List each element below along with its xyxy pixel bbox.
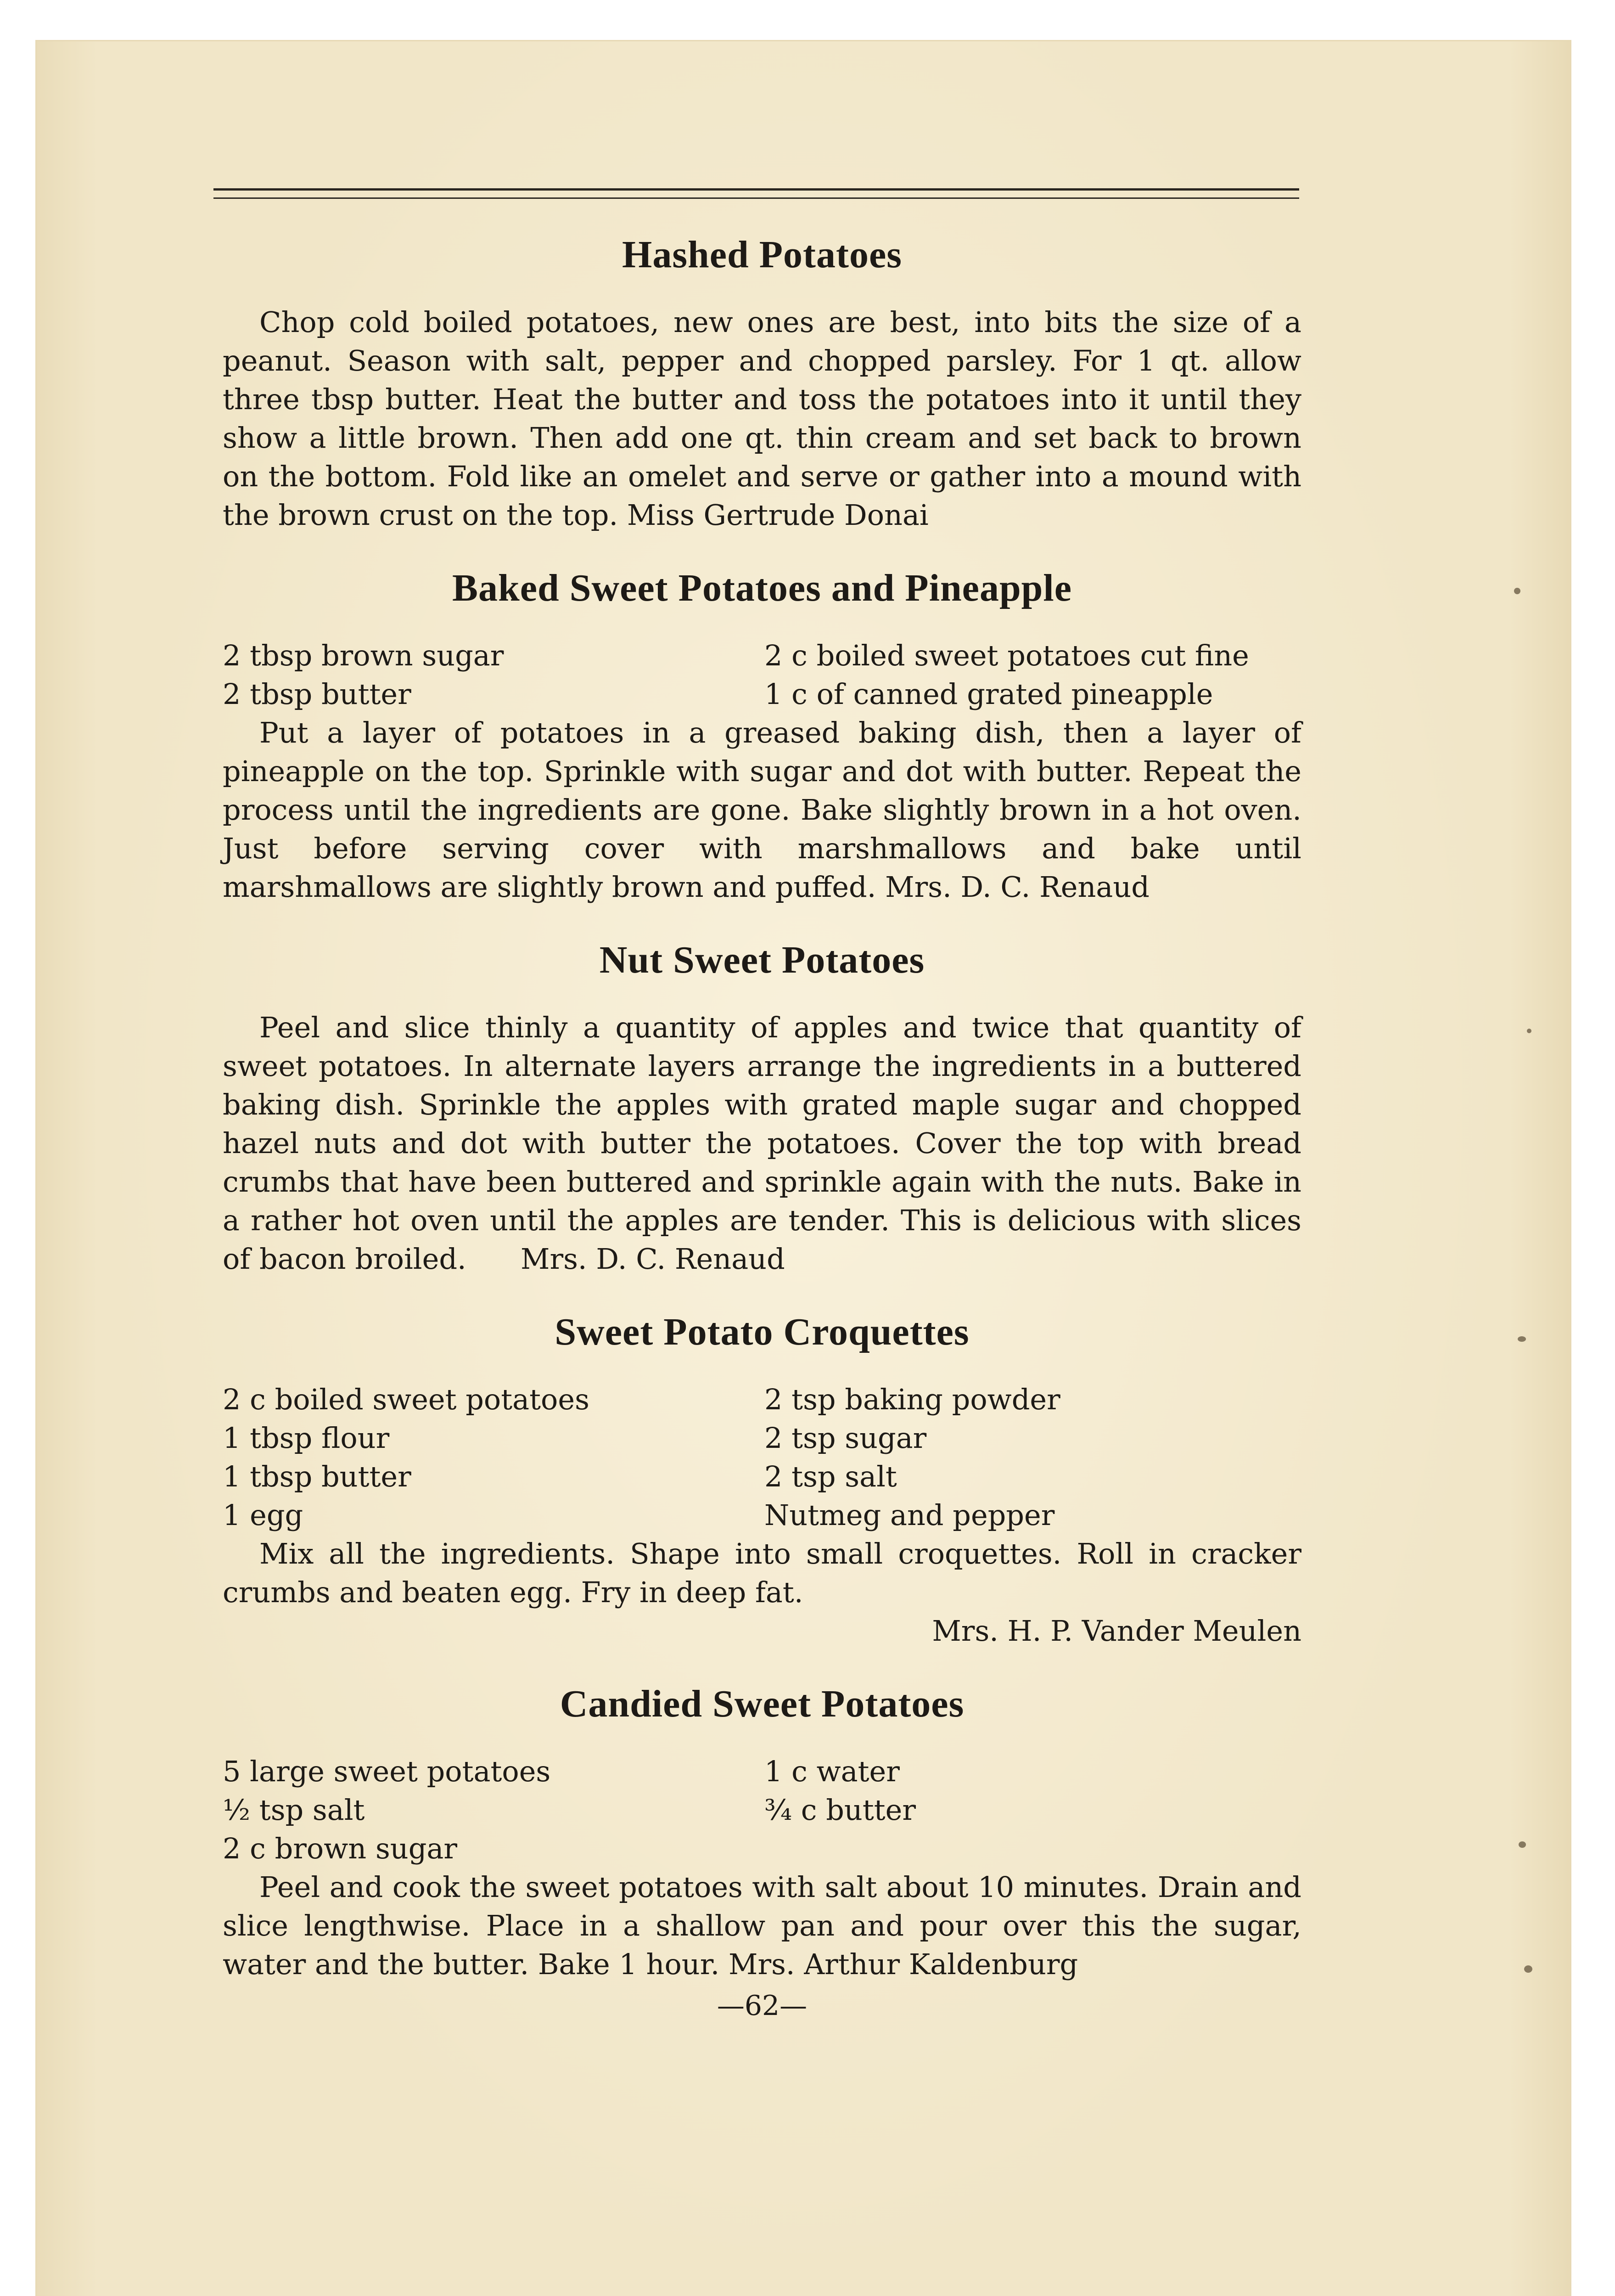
- ingredient: 2 tbsp brown sugar: [223, 639, 504, 672]
- paper-speck: [1519, 1841, 1526, 1848]
- header-rule: [213, 188, 1299, 191]
- ingredient-list: [223, 1380, 1301, 1535]
- paper-speck: [1524, 1965, 1532, 1973]
- paper-speck: [1518, 1336, 1526, 1342]
- recipe-author: Mrs. H. P. Vander Meulen: [932, 1614, 1301, 1648]
- ingredient: ½ tsp salt: [223, 1793, 365, 1827]
- recipe-instructions: Chop cold boiled potatoes, new ones are best, into bits the size of a peanut. Season with salt, pepper and chopped parsley. For 1 qt. allow three tbsp butter. Heat the butter and toss the potatoes into it until they show a little brown. Then add one qt. thin cream and set back to brown on the bottom. Fold like an omelet and serve or gather into a mound with the brown crust on the top. Miss Gertrude Donai: [223, 305, 1301, 532]
- recipe-sweet-potato-croquettes: [223, 1307, 1301, 1650]
- ingredient: 2 c boiled sweet potatoes: [223, 1383, 589, 1416]
- recipe-title: Baked Sweet Potatoes and Pineapple: [452, 567, 1072, 609]
- recipe-nut-sweet-potatoes: [223, 935, 1301, 1278]
- recipe-title: Nut Sweet Potatoes: [599, 939, 925, 981]
- recipe-instructions-text: Peel and slice thinly a quantity of apples and twice that quantity of sweet potatoes. In alternate layers arrange the ingredients in a buttered baking dish. Sprinkle the apples with grated maple sugar and chopped hazel nuts and dot with butter the potatoes. Cover the top with bread crumbs that have been buttered and sprinkle again with the nuts. Bake in a rather hot oven until the apples are tender. This is delicious with slices of bacon broiled.: [223, 1011, 1301, 1276]
- ingredient: 5 large sweet potatoes: [223, 1755, 551, 1788]
- ingredient: 2 c brown sugar: [223, 1832, 457, 1865]
- page-content: [223, 230, 1301, 2024]
- paper-speck: [1527, 1029, 1531, 1033]
- cookbook-page: [37, 41, 1570, 2296]
- recipe-author: Mrs. D. C. Renaud: [520, 1242, 785, 1276]
- ingredient: Nutmeg and pepper: [764, 1498, 1055, 1532]
- ingredient-list: [223, 636, 1301, 714]
- ingredient: 1 tbsp flour: [223, 1421, 390, 1455]
- ingredient: ¾ c butter: [764, 1793, 916, 1827]
- ingredient: 2 tbsp butter: [223, 677, 411, 711]
- ingredient: 1 tbsp butter: [223, 1460, 411, 1493]
- recipe-instructions: Mix all the ingredients. Shape into small croquettes. Roll in cracker crumbs and beaten egg. Fry in deep fat.: [223, 1537, 1301, 1609]
- ingredient: 2 tsp baking powder: [764, 1383, 1060, 1416]
- header-rule-thin: [213, 197, 1299, 199]
- ingredient: 2 c boiled sweet potatoes cut fine: [764, 639, 1249, 672]
- ingredient: 2 tsp salt: [764, 1460, 897, 1493]
- recipe-instructions: Put a layer of potatoes in a greased baking dish, then a layer of pineapple on the top. Sprinkle with sugar and dot with butter. Repeat the process until the ingredients are gone. Bake slightly brown in a hot oven. Just before serving cover with marshmallows and bake until marshmallows are slightly brown and puffed. Mrs. D. C. Renaud: [223, 716, 1301, 904]
- recipe-title: Sweet Potato Croquettes: [555, 1311, 970, 1353]
- recipe-hashed-potatoes: [223, 230, 1301, 535]
- recipe-instructions: [223, 1008, 1301, 1278]
- page-number: —62—: [717, 1990, 808, 2022]
- ingredient: 2 tsp sugar: [764, 1421, 927, 1455]
- recipe-title: Hashed Potatoes: [622, 233, 902, 276]
- ingredient: 1 c of canned grated pineapple: [764, 677, 1213, 711]
- ingredient-list: [223, 1752, 1301, 1868]
- recipe-title: Candied Sweet Potatoes: [560, 1683, 965, 1725]
- ingredient-empty: [764, 1829, 1301, 1868]
- recipe-baked-sweet-potatoes: [223, 563, 1301, 906]
- ingredient: 1 egg: [223, 1498, 303, 1532]
- recipe-instructions: Peel and cook the sweet potatoes with salt about 10 minutes. Drain and slice lengthwise. Place in a shallow pan and pour over this the sugar, water and the butter. Bake 1 hour. Mrs. Arthur Kaldenburg: [223, 1870, 1301, 1981]
- ingredient: 1 c water: [764, 1755, 900, 1788]
- recipe-candied-sweet-potatoes: [223, 1679, 1301, 1984]
- paper-speck: [1514, 588, 1520, 594]
